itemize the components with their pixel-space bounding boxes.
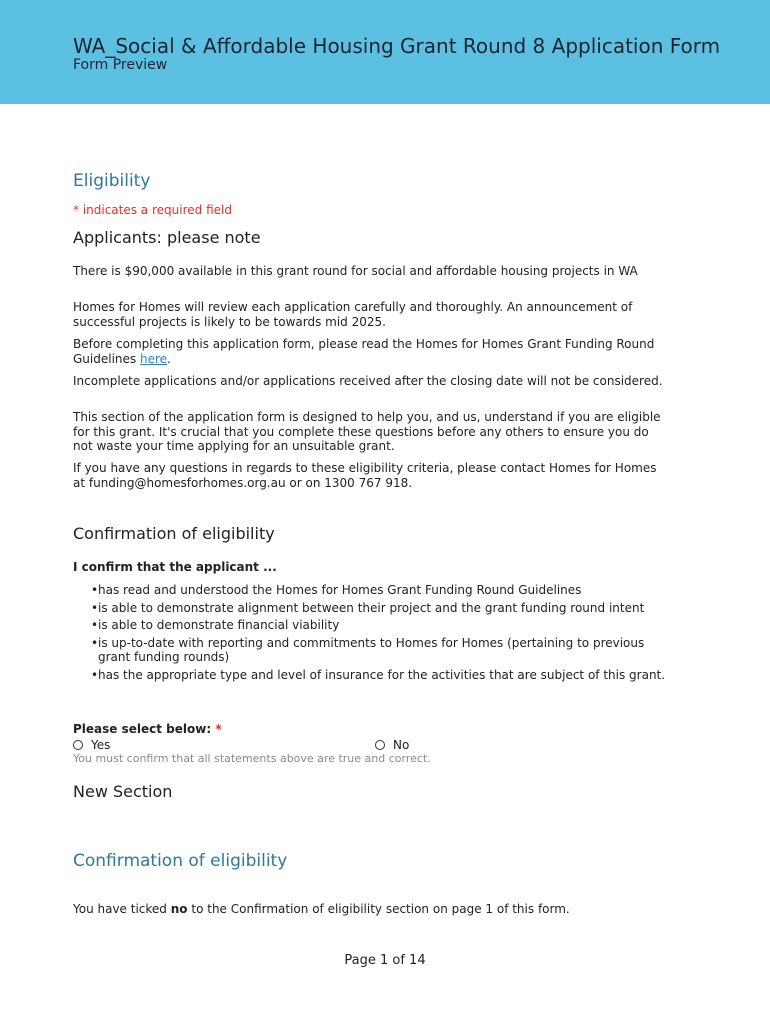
list-item: [73, 601, 673, 616]
confirmation-heading: Confirmation of eligibility: [73, 524, 275, 543]
confirmation-bullet-list: [73, 583, 673, 685]
paragraph-section-purpose: This section of the application form is designed to help you, and us, understand if you are eligible for this grant. It's crucial that you complete these questions before any others to ensure you do not waste your time applying for an unsuitable grant.: [73, 410, 661, 453]
select-below-label: [73, 722, 222, 736]
radio-no[interactable]: [375, 738, 409, 752]
ticked-no-bold: no: [170, 902, 188, 916]
bullet-icon: •: [91, 618, 99, 632]
ticked-text-before: You have ticked: [73, 902, 167, 916]
bullet-text: is able to demonstrate financial viability: [98, 618, 340, 632]
bullet-icon: •: [91, 635, 99, 650]
guidelines-suffix: .: [167, 351, 171, 366]
bullet-text: has read and understood the Homes for Homes Grant Funding Round Guidelines: [98, 583, 582, 597]
bullet-icon: •: [91, 583, 99, 597]
confirmation-section-title: Confirmation of eligibility: [73, 851, 288, 871]
list-item: [73, 618, 673, 633]
radio-no-label: No: [393, 738, 410, 752]
paragraph-incomplete-applications: Incomplete applications and/or applications received after the closing date will not be considered.: [73, 374, 663, 388]
ticked-text-after: to the Confirmation of eligibility section on page 1 of this form.: [191, 902, 570, 916]
radio-yes-label: Yes: [91, 738, 111, 752]
eligibility-section-title: Eligibility: [73, 171, 151, 191]
page-number: Page 1 of 14: [344, 953, 426, 968]
paragraph-contact-info: If you have any questions in regards to these eligibility criteria, please contact Homes for Homes at funding@homesforhomes.org.au or on 1300 767 918.: [73, 461, 657, 490]
required-star: *: [215, 722, 222, 736]
applicants-note-heading: Applicants: please note: [73, 228, 261, 247]
radio-circle-icon[interactable]: [73, 740, 83, 750]
list-item: [73, 668, 673, 683]
form-header: [0, 0, 770, 104]
bullet-text: is able to demonstrate alignment between their project and the grant funding round intent: [98, 600, 645, 615]
bullet-text: has the appropriate type and level of insurance for the activities that are subject of this grant.: [98, 667, 666, 682]
new-section-heading: New Section: [73, 782, 173, 801]
paragraph-review-process: Homes for Homes will review each application carefully and thoroughly. An announcement of successful projects is likely to be towards mid 2025.: [73, 300, 633, 329]
bullet-text: is up-to-date with reporting and commitments to Homes for Homes (pertaining to previous grant funding rounds): [98, 635, 645, 664]
list-item: [73, 636, 673, 665]
list-item: [73, 583, 673, 598]
form-subtitle: Form Preview: [73, 57, 168, 73]
guidelines-text: Before completing this application form, please read the Homes for Homes Grant Funding Round Guidelines: [73, 337, 655, 366]
paragraph-guidelines: [73, 337, 668, 366]
confirmation-hint: You must confirm that all statements above are true and correct.: [73, 752, 431, 765]
select-label-text: Please select below:: [73, 722, 212, 736]
bullet-icon: •: [91, 667, 99, 682]
confirm-applicant-label: I confirm that the applicant ...: [73, 560, 277, 574]
guidelines-link[interactable]: here: [139, 351, 168, 366]
ticked-no-statement: [73, 902, 668, 917]
radio-yes[interactable]: [73, 738, 110, 752]
paragraph-funding-available: There is $90,000 available in this grant round for social and affordable housing projects in WA: [73, 264, 638, 278]
form-title: WA_Social & Affordable Housing Grant Round 8 Application Form: [73, 34, 721, 58]
radio-circle-icon[interactable]: [375, 740, 385, 750]
bullet-icon: •: [91, 600, 99, 615]
required-field-note: * indicates a required field: [73, 203, 232, 217]
